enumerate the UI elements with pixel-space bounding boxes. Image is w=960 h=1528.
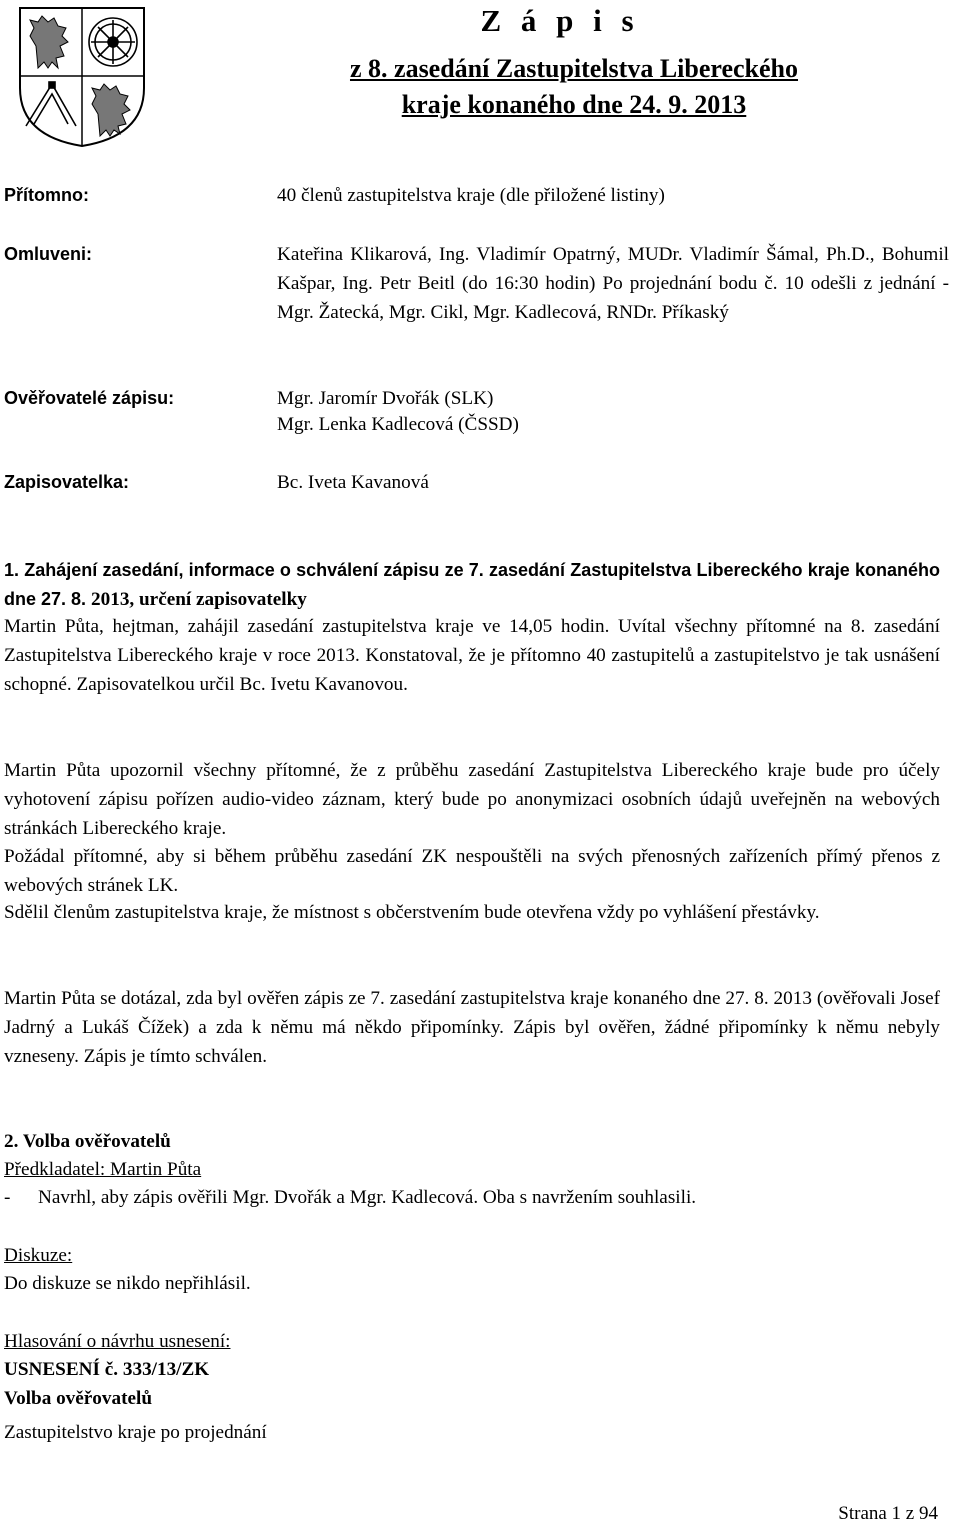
document-subtitle-line-2: kraje konaného dne 24. 9. 2013 bbox=[401, 90, 747, 119]
liberec-region-coat-of-arms bbox=[18, 6, 146, 148]
verifiers-label: Ověřovatelé zápisu: bbox=[4, 388, 175, 408]
resolution-number: USNESENÍ č. 333/13/ZK bbox=[4, 1359, 210, 1380]
bullet-dash: - bbox=[4, 1187, 11, 1208]
present-value: 40 členů zastupitelstva kraje (dle přiložené listiny) bbox=[277, 185, 665, 206]
document-subtitle-line-1: z 8. zasedání Zastupitelstva Libereckého bbox=[349, 54, 799, 83]
proposal-bullet bbox=[4, 1183, 696, 1212]
wheel-icon bbox=[89, 18, 137, 66]
verifier-1: Mgr. Jaromír Dvořák (SLK) bbox=[277, 388, 494, 409]
document-title: Z á p i s bbox=[480, 3, 640, 38]
section-1-heading-part-2: 2013, určení zapisovatelky bbox=[91, 589, 307, 610]
section-1-heading bbox=[4, 556, 940, 614]
presenter-line: Předkladatel: Martin Půta bbox=[4, 1159, 202, 1180]
vote-label: Hlasování o návrhu usnesení: bbox=[4, 1331, 231, 1352]
recorder-label: Zapisovatelka: bbox=[4, 472, 130, 492]
section-1-heading-part-1: 1. Zahájení zasedání, informace o schválení zápisu ze 7. zasedání Zastupitelstva Libereckého kraje konaného dne 27. 8. bbox=[4, 560, 940, 609]
excused-value: Kateřina Klikarová, Ing. Vladimír Opatrný, MUDr. Vladimír Šámal, Ph.D., Bohumil Kašpar, Ing. Petr Beitl (do 16:30 hodin) Po projednání bodu č. 10 odešli z jednání - Mgr. Žatecká, Mgr. Cikl, Mgr. Kadlecová, RNDr. Příkaský bbox=[277, 244, 949, 323]
recorder-value: Bc. Iveta Kavanová bbox=[277, 472, 429, 493]
section-1-paragraph-2: Martin Půta upozornil všechny přítomné, že z průběhu zasedání Zastupitelstva Libereckého kraje bude pro účely vyhotovení zápisu pořízen audio-video záznam, který bude po anonymizaci osobních údajů uveřejněn na webových stránkách Libereckého kraje. bbox=[4, 760, 940, 839]
proposal-text: Navrhl, aby zápis ověřili Mgr. Dvořák a Mgr. Kadlecová. Oba s navržením souhlasili. bbox=[38, 1187, 697, 1208]
section-2-heading: 2. Volba ověřovatelů bbox=[4, 1131, 171, 1152]
present-label: Přítomno: bbox=[4, 185, 89, 205]
section-1-paragraph-4: Sdělil členům zastupitelstva kraje, že místnost s občerstvením bude otevřena vždy po vyhlášení přestávky. bbox=[4, 902, 820, 923]
resolution-text: Zastupitelstvo kraje po projednání bbox=[4, 1422, 267, 1443]
excused-label: Omluveni: bbox=[4, 244, 93, 264]
resolution-title: Volba ověřovatelů bbox=[4, 1388, 152, 1409]
discussion-text: Do diskuze se nikdo nepřihlásil. bbox=[4, 1273, 251, 1294]
section-1-paragraph-1: Martin Půta, hejtman, zahájil zasedání zastupitelstva kraje ve 14,05 hodin. Uvítal všechny přítomné na 8. zasedání Zastupitelstva Libereckého kraje v roce 2013. Konstatoval, že je přítomno 40 zastupitelů a zastupitelstvo je tak usnášení schopné. Zapisovatelkou určil Bc. Ivetu Kavanovou. bbox=[4, 616, 940, 695]
page-number: Strana 1 z 94 bbox=[838, 1503, 938, 1524]
section-1-paragraph-3: Požádal přítomné, aby si během průběhu zasedání ZK nespouštěli na svých přenosných zařízeních přímý přenos z webových stránek LK. bbox=[4, 846, 940, 896]
section-1-paragraph-5: Martin Půta se dotázal, zda byl ověřen zápis ze 7. zasedání zastupitelstva kraje konaného dne 27. 8. 2013 (ověřovali Josef Jadrný a Lukáš Čížek) a zda k němu má někdo připomínky. Zápis byl ověřen, žádné připomínky k němu nebyly vzneseny. Zápis je tímto schválen. bbox=[4, 988, 940, 1067]
discussion-label: Diskuze: bbox=[4, 1245, 73, 1266]
verifier-2: Mgr. Lenka Kadlecová (ČSSD) bbox=[277, 414, 519, 435]
